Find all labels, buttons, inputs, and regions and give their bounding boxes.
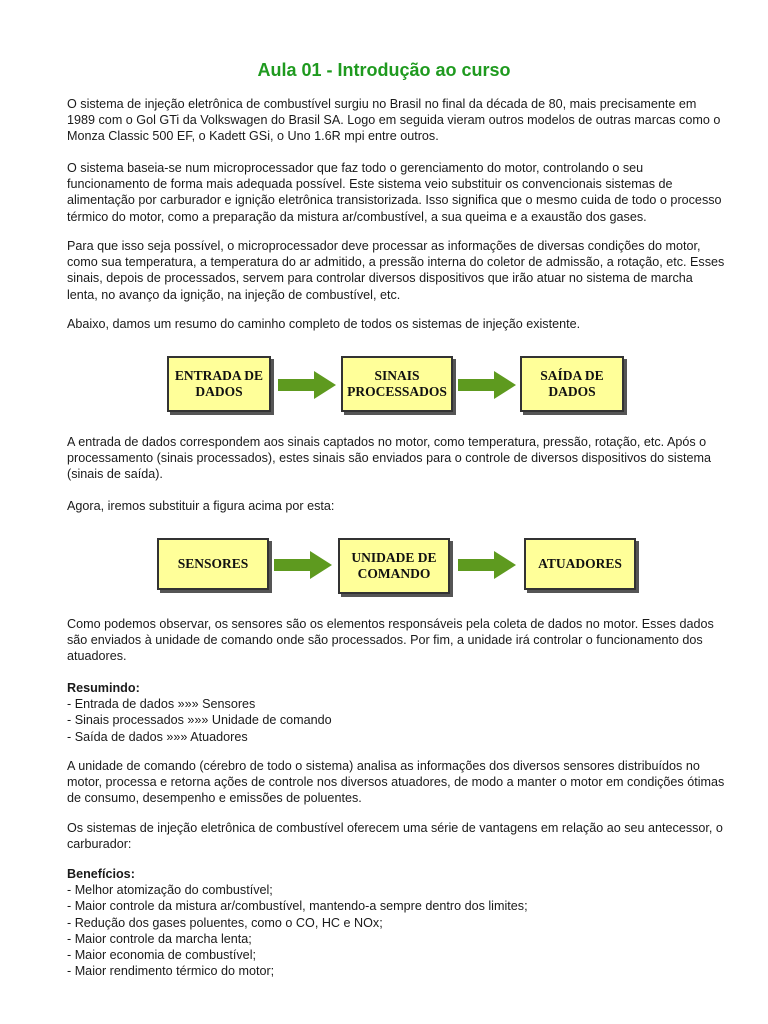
arrow-right-icon [458, 551, 516, 579]
list-item: - Maior economia de combustível; [67, 948, 256, 963]
box-label-line: SINAIS [374, 368, 420, 383]
box-unidade-de-comando [338, 538, 450, 594]
box-label-line: SAÍDA DE [540, 368, 604, 383]
benefits-heading: Benefícios: [67, 867, 135, 881]
list-item: - Maior controle da marcha lenta; [67, 931, 252, 946]
paragraph-sensors: Como podemos observar, os sensores são os elementos responsáveis pela coleta de dados no motor. Esses dados são enviados à unidade de comando onde são processados. Por fim, a unidade irá controlar o funcionamento dos atuadores. [67, 617, 714, 664]
paragraph-microprocessor: O sistema baseia-se num microprocessador que faz todo o gerenciamento do motor, controlando o seu funcionamento de forma mais adequada possível. Este sistema veio substituir os convencionais sistemas de alimentação por carburador e ignição eletrônica transistorizada. Isso significa que o mesmo cuida de todo o processo térmico do motor, como a preparação da mistura ar/combustível, a sua queima e a exaustão dos gases. [67, 161, 722, 224]
paragraph-control-unit: A unidade de comando (cérebro de todo o sistema) analisa as informações dos diversos sensores distribuídos no motor, processa e retorna ações de controle nos diversos atuadores, de modo a manter o motor em condições ótimas de consumo, desempenho e emissões de poluentes. [67, 759, 725, 806]
paragraph-advantages: Os sistemas de injeção eletrônica de combustível oferecem uma série de vantagens em relação ao seu antecessor, o carburador: [67, 821, 723, 852]
box-label-line: ENTRADA DE [174, 368, 264, 383]
list-item: - Redução dos gases poluentes, como o CO, HC e NOx; [67, 915, 383, 930]
box-sensores [157, 538, 269, 590]
list-item: - Melhor atomização do combustível; [67, 883, 273, 898]
flow-diagram-2 [0, 534, 768, 598]
box-label-line: PROCESSADOS [347, 384, 447, 399]
box-label-line: UNIDADE DE [351, 550, 437, 565]
paragraph-replace-figure: Agora, iremos substituir a figura acima por esta: [67, 499, 335, 513]
arrow-right-icon [274, 551, 332, 579]
paragraph-summary-intro: Abaixo, damos um resumo do caminho completo de todos os sistemas de injeção existente. [67, 317, 581, 331]
summary-section [67, 680, 727, 745]
list-item: - Saída de dados »»» Atuadores [67, 729, 248, 744]
box-entrada-de-dados [167, 356, 271, 412]
paragraph-history: O sistema de injeção eletrônica de combustível surgiu no Brasil no final da década de 80, mais precisamente em 1989 com o Gol GTi da Volkswagen do Brasil SA. Logo em seguida vieram outros modelos de outras marcas como o Monza Classic 500 EF, o Kadett GSi, o Uno 1.6R mpi entre outros. [67, 97, 721, 144]
box-sinais-processados [341, 356, 453, 412]
arrow-right-icon [458, 371, 516, 399]
paragraph-data-flow: A entrada de dados correspondem aos sinais captados no motor, como temperatura, pressão, rotação, etc. Após o processamento (sinais processados), estes sinais são enviados para o controle de diversos dispositivos do sistema (sinais de saída). [67, 435, 712, 482]
box-label-line: COMANDO [357, 566, 431, 581]
box-label-line: ATUADORES [538, 556, 622, 571]
box-label-line: SENSORES [177, 556, 249, 571]
benefits-section [67, 866, 727, 979]
paragraph-signals: Para que isso seja possível, o microprocessador deve processar as informações de diversas condições do motor, como sua temperatura, a temperatura do ar admitido, a pressão interna do coletor de admissão, a rotação, etc. Esses sinais, depois de processados, servem para controlar diversos dispositivos que irão atuar no sistema de marcha lenta, no avanço da ignição, na injeção de combustível, etc. [67, 239, 725, 302]
list-item: - Maior rendimento térmico do motor; [67, 964, 275, 979]
page-title: Aula 01 - Introdução ao curso [257, 60, 511, 80]
box-atuadores [524, 538, 636, 590]
box-saida-de-dados [520, 356, 624, 412]
box-label-line: DADOS [548, 384, 596, 399]
arrow-right-icon [278, 371, 336, 399]
summary-heading: Resumindo: [67, 681, 140, 695]
list-item: - Maior controle da mistura ar/combustível, mantendo-a sempre dentro dos limites; [67, 899, 528, 914]
list-item: - Sinais processados »»» Unidade de comando [67, 713, 332, 728]
flow-diagram-1 [0, 352, 768, 416]
list-item: - Entrada de dados »»» Sensores [67, 697, 256, 712]
box-label-line: DADOS [195, 384, 243, 399]
